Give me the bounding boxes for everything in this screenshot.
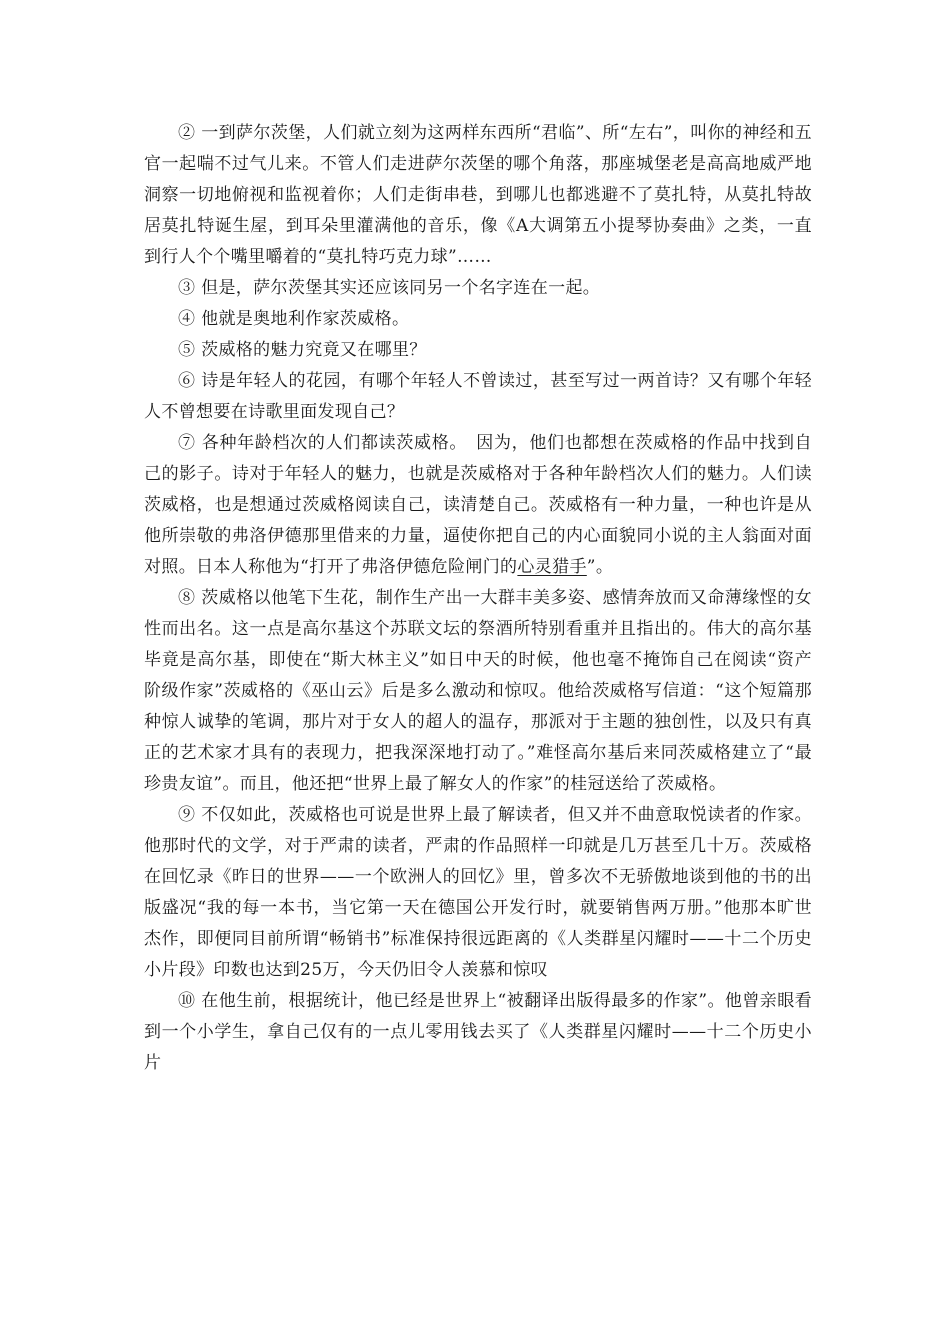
paragraph-4: ④ 他就是奥地利作家茨威格。 bbox=[178, 309, 410, 329]
paragraph-8: ⑧ 茨威格以他笔下生花，制作生产出一大群丰美多姿、感情奔放而又命薄缘悭的女性而出名。这一点是高尔基这个苏联文坛的祭酒所特别看重并且指出的。伟大的高尔基毕竟是高尔基，即使在“斯大林主义”如日中天的时候，他也毫不掩饰自己在阅读“资产阶级作家”茨威格的《巫山云》后是多么激动和惊叹。他给茨威格写信道：“这个短篇那种惊人诚挚的笔调，那片对于女人的超人的温存，那派对于主题的独创性，以及只有真正的艺术家才具有的表现力，把我深深地打动了。”难怪高尔基后来同茨威格建立了“最珍贵友谊”。而且，他还把“世界上最了解女人的作家”的桂冠送给了茨威格。 bbox=[144, 588, 812, 794]
paragraph-7-text: ⑦ 各种年龄档次的人们都读茨威格。 因为，他们也都想在茨威格的作品中找到自己的影子。诗对于年轻人的魅力，也就是茨威格对于各种年龄档次人们的魅力。人们读茨威格，也是想通过茨威格阅读自己，读清楚自己。茨威格有一种力量，一种也许是从他所崇敬的弗洛伊德那里借来的力量，逼使你把自己的内心面貌同小说的主人翁面对面对照。日本人称他为“打开了弗洛伊德危险闸门的 bbox=[144, 433, 812, 577]
underlined-term: 心灵猎手 bbox=[517, 557, 587, 577]
paragraph-6: ⑥ 诗是年轻人的花园，有哪个年轻人不曾读过，甚至写过一两首诗？又有哪个年轻人不曾想要在诗歌里面发现自己？ bbox=[144, 371, 812, 422]
paragraph-5: ⑤ 茨威格的魅力究竟又在哪里？ bbox=[178, 340, 427, 360]
paragraph-2: ② 一到萨尔茨堡，人们就立刻为这两样东西所“君临”、所“左右”，叫你的神经和五官一起喘不过气儿来。不管人们走进萨尔茨堡的哪个角落，那座城堡老是高高地威严地洞察一切地俯视和监视着你；人们走街串巷，到哪儿也都逃避不了莫扎特，从莫扎特故居莫扎特诞生屋，到耳朵里灌满他的音乐，像《A大调第五小提琴协奏曲》之类，一直到行人个个嘴里嚼着的“莫扎特巧克力球”…… bbox=[144, 123, 812, 267]
document-page bbox=[144, 118, 812, 1079]
paragraph-9: ⑨ 不仅如此，茨威格也可说是世界上最了解读者，但又并不曲意取悦读者的作家。他那时代的文学，对于严肃的读者，严肃的作品照样一印就是几万甚至几十万。茨威格在回忆录《昨日的世界——一个欧洲人的回忆》里，曾多次不无骄傲地谈到他的书的出版盛况“我的每一本书，当它第一天在德国公开发行时，就要销售两万册。”他那本旷世杰作，即便同目前所谓“畅销书”标准保持很远距离的《人类群星闪耀时——十二个历史小片段》印数也达到25万，今天仍旧令人羡慕和惊叹 bbox=[144, 805, 812, 980]
paragraph-3: ③ 但是，萨尔茨堡其实还应该同另一个名字连在一起。 bbox=[178, 278, 601, 298]
paragraph-7 bbox=[144, 428, 812, 583]
paragraph-10: ⑩ 在他生前，根据统计，他已经是世界上“被翻译出版得最多的作家”。他曾亲眼看到一个小学生，拿自己仅有的一点儿零用钱去买了《人类群星闪耀时——十二个历史小片 bbox=[144, 991, 812, 1073]
paragraph-7-end: ”。 bbox=[586, 557, 614, 577]
